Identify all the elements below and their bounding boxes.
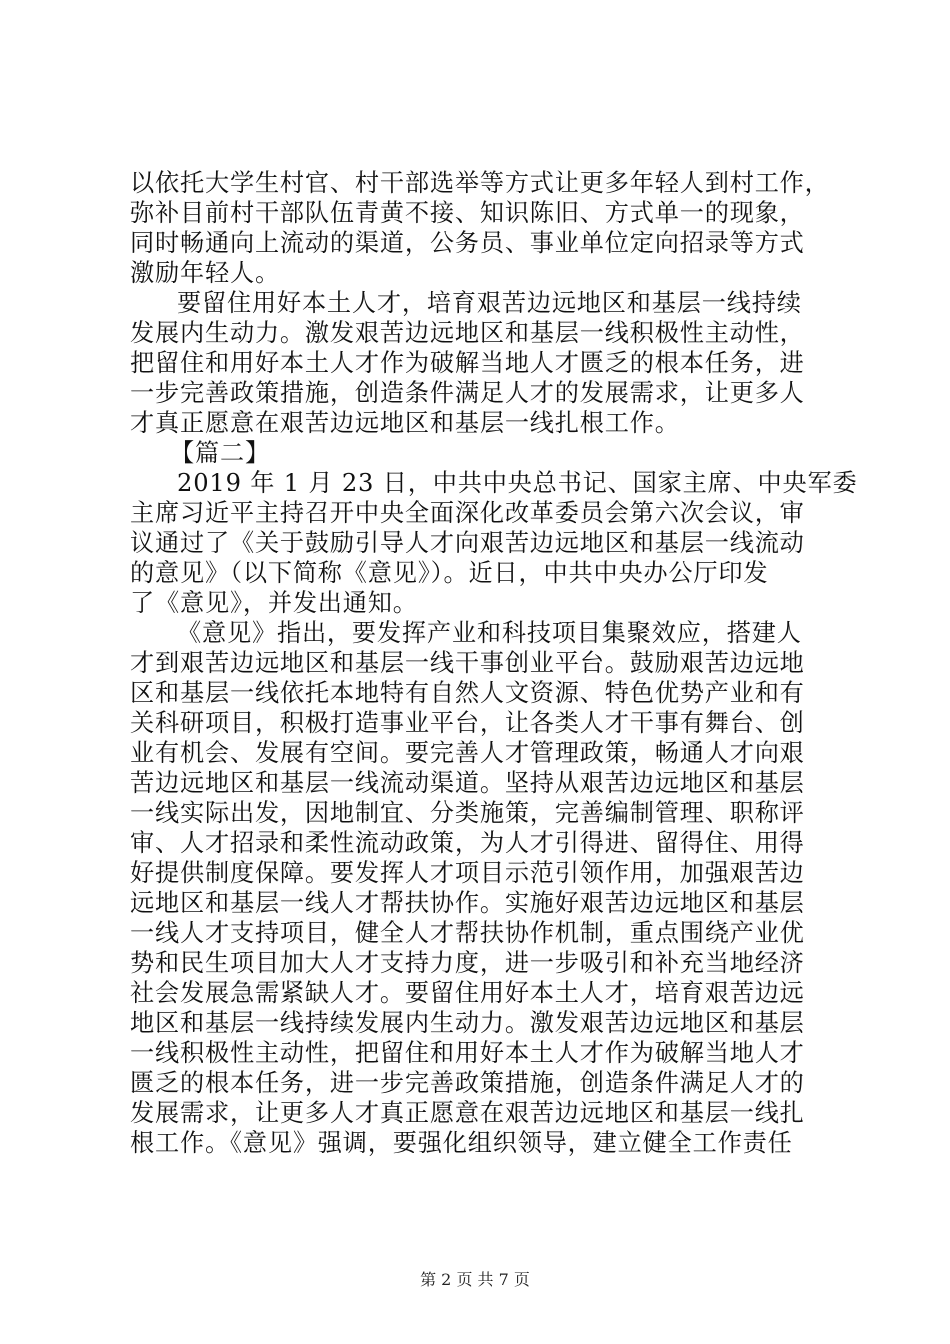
text-line: 一步完善政策措施，创造条件满足人才的发展需求，让更多人 <box>130 379 805 407</box>
text-line: 弥补目前村干部队伍青黄不接、知识陈旧、方式单一的现象， <box>130 199 805 227</box>
text-line: 苦边远地区和基层一线流动渠道。坚持从艰苦边远地区和基层 <box>130 769 805 797</box>
text-line: 好提供制度保障。要发挥人才项目示范引领作用，加强艰苦边 <box>130 859 805 887</box>
text-line: 才到艰苦边远地区和基层一线干事创业平台。鼓励艰苦边远地 <box>130 649 805 677</box>
text-line: 一线实际出发，因地制宜、分类施策，完善编制管理、职称评 <box>130 799 805 827</box>
text-line: 势和民生项目加大人才支持力度，进一步吸引和补充当地经济 <box>130 949 805 977</box>
text-line: 了《意见》，并发出通知。 <box>130 589 418 617</box>
text-line: 主席习近平主持召开中央全面深化改革委员会第六次会议，审 <box>130 499 805 527</box>
document-body <box>130 168 858 1158</box>
text-line: 《意见》指出，要发挥产业和科技项目集聚效应，搭建人 <box>177 619 802 647</box>
text-line: 同时畅通向上流动的渠道，公务员、事业单位定向招录等方式 <box>130 229 805 257</box>
text-line: 议通过了《关于鼓励引导人才向艰苦边远地区和基层一线流动 <box>130 529 805 557</box>
text-line: 根工作。《意见》强调，要强化组织领导，建立健全工作责任 <box>130 1129 793 1157</box>
text-line: 关科研项目，积极打造事业平台，让各类人才干事有舞台、创 <box>130 709 805 737</box>
text-line: 一线人才支持项目，健全人才帮扶协作机制，重点围绕产业优 <box>130 919 805 947</box>
text-line: 激励年轻人。 <box>130 259 280 287</box>
text-line: 发展需求，让更多人才真正愿意在艰苦边远地区和基层一线扎 <box>130 1099 805 1127</box>
text-line: 区和基层一线依托本地特有自然人文资源、特色优势产业和有 <box>130 679 805 707</box>
text-line: 以依托大学生村官、村干部选举等方式让更多年轻人到村工作， <box>130 169 830 197</box>
text-line: 业有机会、发展有空间。要完善人才管理政策，畅通人才向艰 <box>130 739 805 767</box>
text-line: 社会发展急需紧缺人才。要留住用好本土人才，培育艰苦边远 <box>130 979 805 1007</box>
text-line: 匮乏的根本任务，进一步完善政策措施，创造条件满足人才的 <box>130 1069 805 1097</box>
text-line: 发展内生动力。激发艰苦边远地区和基层一线积极性主动性， <box>130 319 805 347</box>
text-line: 把留住和用好本土人才作为破解当地人才匮乏的根本任务，进 <box>130 349 805 377</box>
text-line: 审、人才招录和柔性流动政策，为人才引得进、留得住、用得 <box>130 829 805 857</box>
section-heading: 【篇二】 <box>170 439 270 467</box>
text-line: 才真正愿意在艰苦边远地区和基层一线扎根工作。 <box>130 409 680 437</box>
text-line: 远地区和基层一线人才帮扶协作。实施好艰苦边远地区和基层 <box>130 889 805 917</box>
text-line: 一线积极性主动性，把留住和用好本土人才作为破解当地人才 <box>130 1039 805 1067</box>
text-line: 2019 年 1 月 23 日，中共中央总书记、国家主席、中央军委 <box>177 469 858 497</box>
text-line: 要留住用好本土人才，培育艰苦边远地区和基层一线持续 <box>177 289 802 317</box>
page-number-footer: 第 2 页 共 7 页 <box>420 1270 530 1289</box>
text-line: 的意见》（以下简称《意见》）。近日，中共中央办公厅印发 <box>130 559 769 587</box>
text-line: 地区和基层一线持续发展内生动力。激发艰苦边远地区和基层 <box>130 1009 805 1037</box>
